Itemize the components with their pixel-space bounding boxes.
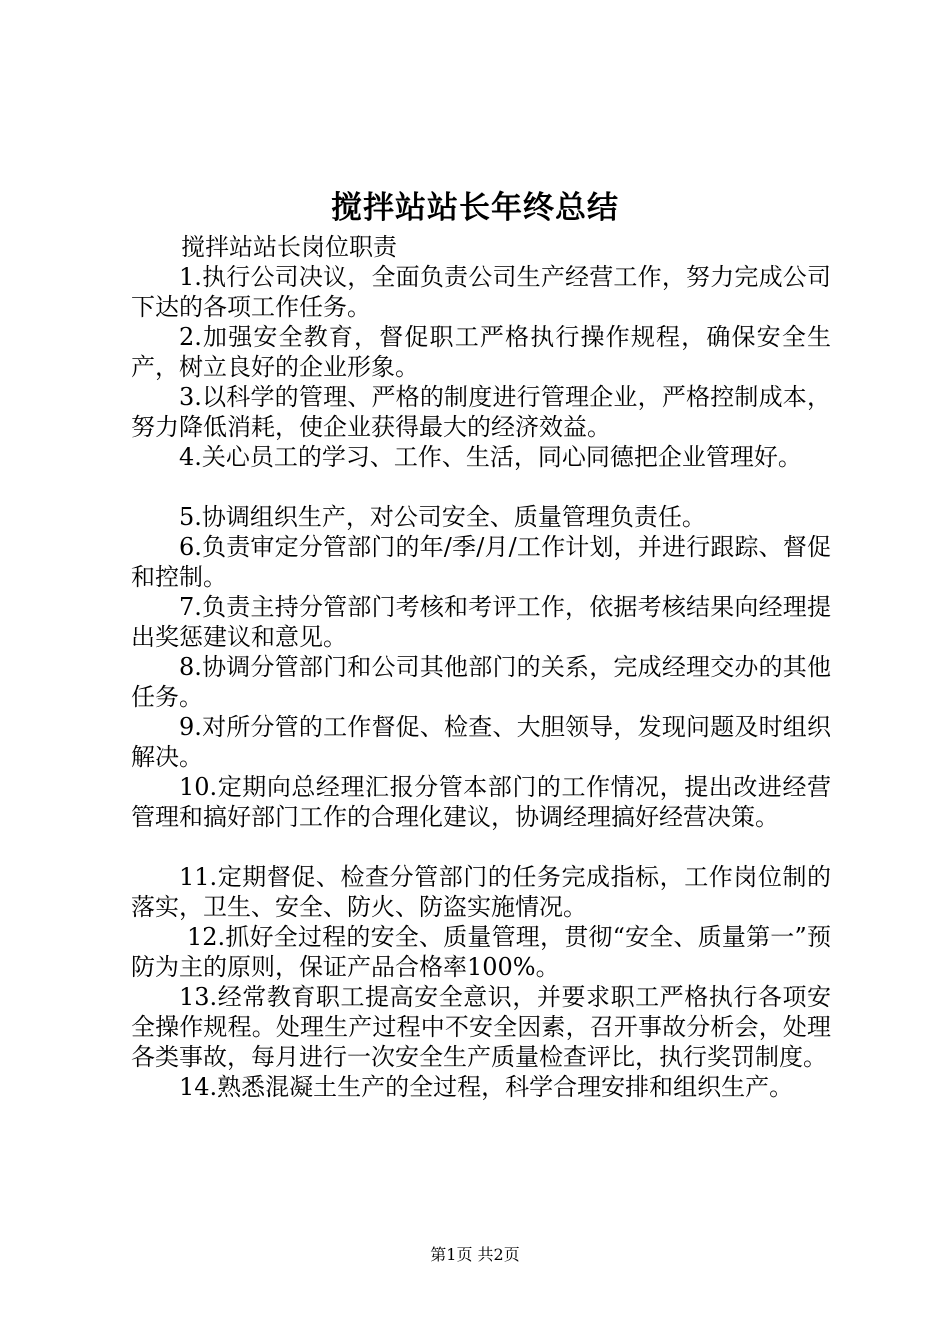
duty-item-5: 5.协调组织生产，对公司安全、质量管理负责任。 bbox=[179, 503, 706, 531]
duty-item-11: 11.定期督促、检查分管部门的任务完成指标，工作岗位制的落实，卫生、安全、防火、防盗实施情况。 bbox=[131, 863, 831, 921]
section-heading: 搅拌站站长岗位职责 bbox=[181, 233, 397, 261]
duty-item-10: 10.定期向总经理汇报分管本部门的工作情况，提出改进经营管理和搞好部门工作的合理化建议，协调经理搞好经营决策。 bbox=[131, 773, 831, 831]
page-number-footer: 第1页 共2页 bbox=[430, 1245, 520, 1264]
duty-item-2: 2.加强安全教育，督促职工严格执行操作规程，确保安全生产，树立良好的企业形象。 bbox=[131, 323, 831, 381]
duty-item-4: 4.关心员工的学习、工作、生活，同心同德把企业管理好。 bbox=[179, 443, 802, 471]
duty-item-12: 12.抓好全过程的安全、质量管理，贯彻“安全、质量第一”预防为主的原则，保证产品合格率100%。 bbox=[131, 923, 831, 981]
duty-item-9: 9.对所分管的工作督促、检查、大胆领导，发现问题及时组织解决。 bbox=[131, 713, 831, 771]
document-body bbox=[131, 232, 831, 1102]
duty-item-7: 7.负责主持分管部门考核和考评工作，依据考核结果向经理提出奖惩建议和意见。 bbox=[131, 593, 831, 651]
duty-item-6: 6.负责审定分管部门的年/季/月/工作计划，并进行跟踪、督促和控制。 bbox=[131, 533, 831, 591]
document-title: 搅拌站站长年终总结 bbox=[331, 190, 619, 226]
duty-item-1: 1.执行公司决议，全面负责公司生产经营工作，努力完成公司下达的各项工作任务。 bbox=[131, 263, 831, 321]
duty-item-3: 3.以科学的管理、严格的制度进行管理企业，严格控制成本，努力降低消耗，使企业获得最大的经济效益。 bbox=[131, 383, 831, 441]
duty-item-14: 14.熟悉混凝土生产的全过程，科学合理安排和组织生产。 bbox=[179, 1073, 794, 1101]
duty-item-8: 8.协调分管部门和公司其他部门的关系，完成经理交办的其他任务。 bbox=[131, 653, 831, 711]
duty-item-13: 13.经常教育职工提高安全意识，并要求职工严格执行各项安全操作规程。处理生产过程中不安全因素，召开事故分析会，处理各类事故，每月进行一次安全生产质量检查评比，执行奖罚制度。 bbox=[131, 983, 831, 1071]
